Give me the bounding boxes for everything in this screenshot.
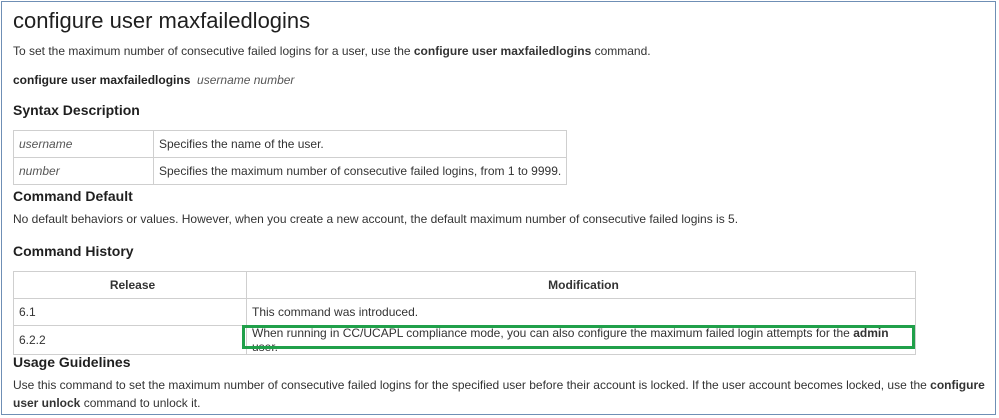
table-row [14, 326, 916, 355]
column-header-modification: Modification [247, 272, 916, 299]
intro-prefix: To set the maximum number of consecutive failed logins for a user, use the [13, 44, 414, 58]
command-default-heading: Command Default [13, 188, 133, 204]
param-description: Specifies the maximum number of consecutive failed logins, from 1 to 9999. [154, 158, 567, 185]
param-name: username [14, 131, 154, 158]
document-frame [1, 1, 996, 415]
syntax-args: username number [197, 73, 295, 87]
syntax-description-heading: Syntax Description [13, 102, 140, 118]
modification-cell-highlighted [247, 326, 916, 355]
page-title: configure user maxfailedlogins [13, 8, 311, 33]
intro-paragraph [13, 44, 651, 58]
table-header-row [14, 272, 916, 299]
param-description: Specifies the name of the user. [154, 131, 567, 158]
param-name: number [14, 158, 154, 185]
syntax-command: configure user maxfailedlogins [13, 73, 191, 87]
usage-command: configure user unlock [13, 378, 985, 410]
release-cell: 6.2.2 [14, 326, 247, 355]
modification-suffix: user. [252, 340, 279, 354]
syntax-description-table [13, 130, 567, 185]
command-history-table [13, 271, 916, 355]
command-default-text: No default behaviors or values. However, when you create a new account, the default maximum number of consecutive failed logins is 5. [13, 212, 739, 226]
modification-prefix: When running in CC/UCAPL compliance mode, you can also configure the maximum failed login attempts for the [252, 326, 854, 340]
syntax-line [13, 73, 294, 87]
usage-prefix: Use this command to set the maximum number of consecutive failed logins for the specified user before their account is locked. If the user account becomes locked, use the [13, 378, 931, 392]
modification-cell: This command was introduced. [247, 299, 916, 326]
usage-guidelines-heading: Usage Guidelines [13, 354, 131, 370]
table-row [14, 158, 567, 185]
column-header-release: Release [14, 272, 247, 299]
table-row [14, 131, 567, 158]
modification-bold: admin [853, 326, 889, 340]
intro-suffix: command. [591, 44, 651, 58]
usage-suffix: command to unlock it. [80, 396, 201, 410]
intro-command: configure user maxfailedlogins [413, 44, 592, 58]
usage-guidelines-text [13, 376, 988, 412]
release-cell: 6.1 [14, 299, 247, 326]
command-history-heading: Command History [13, 243, 134, 259]
table-row [14, 299, 916, 326]
